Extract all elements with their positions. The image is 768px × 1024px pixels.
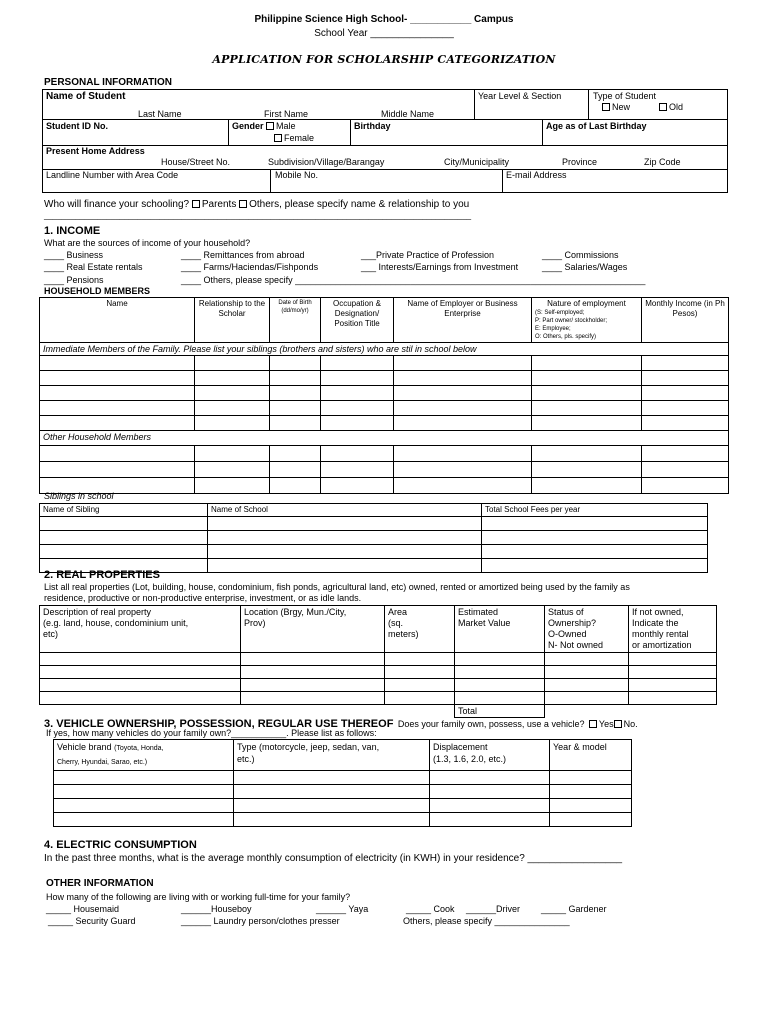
checkbox-icon[interactable] bbox=[614, 720, 622, 728]
email-label: E-mail Address bbox=[506, 170, 567, 180]
vehicle-no-option[interactable] bbox=[614, 719, 638, 729]
gender-female-option[interactable] bbox=[274, 133, 314, 143]
col-income-header: Monthly Income (in Ph Pesos) bbox=[642, 298, 729, 343]
dob-format: (dd/mo/yr) bbox=[281, 308, 309, 314]
houseboy-field[interactable]: ______Houseboy bbox=[181, 904, 252, 914]
header-line: Description of real property bbox=[43, 607, 152, 617]
income-business: ____ Business bbox=[44, 250, 104, 260]
header-line: Indicate the bbox=[632, 618, 679, 628]
table-row[interactable] bbox=[40, 531, 708, 545]
school-year: School Year _______________ bbox=[314, 28, 454, 39]
income-commissions: ____ Commissions bbox=[542, 250, 619, 260]
zip-label: Zip Code bbox=[644, 157, 681, 167]
nature-label: Nature of employment bbox=[547, 299, 626, 308]
female-label: Female bbox=[284, 133, 315, 143]
other-info-heading: OTHER INFORMATION bbox=[46, 878, 154, 889]
income-farms: ____ Farms/Haciendas/Fishponds bbox=[181, 262, 319, 272]
type-new-label: New bbox=[612, 102, 631, 112]
income-heading: 1. INCOME bbox=[44, 225, 101, 237]
header-line: (e.g. land, house, condominium unit, bbox=[43, 618, 189, 628]
vehicle-heading: 3. VEHICLE OWNERSHIP, POSSESSION, REGULAR USE THEREOF bbox=[44, 718, 394, 730]
header-line: Type (motorcycle, jeep, sedan, van, bbox=[237, 742, 380, 752]
table-row[interactable] bbox=[40, 386, 729, 401]
nature-code: P: Part owner/ stockholder; bbox=[535, 318, 608, 324]
male-label: Male bbox=[276, 121, 296, 131]
income-real-estate: ____ Real Estate rentals bbox=[44, 262, 143, 272]
table-row[interactable] bbox=[40, 371, 729, 386]
col-relationship-header: Relationship to the Scholar bbox=[195, 298, 270, 343]
landline-label: Landline Number with Area Code bbox=[46, 170, 179, 180]
header-line: Estimated bbox=[458, 607, 499, 617]
real-properties-heading: 2. REAL PROPERTIES bbox=[44, 569, 160, 581]
header-line: etc.) bbox=[237, 754, 255, 764]
table-row[interactable] bbox=[54, 813, 632, 827]
income-remittances: ____ Remittances from abroad bbox=[181, 250, 305, 260]
real-properties-table bbox=[39, 605, 717, 718]
household-table bbox=[39, 297, 729, 494]
income-salaries: ____ Salaries/Wages bbox=[542, 262, 628, 272]
yes-label: Yes bbox=[598, 719, 614, 729]
last-name-label: Last Name bbox=[138, 109, 182, 119]
table-row[interactable] bbox=[40, 416, 729, 431]
income-others: ____ Others, please specify ______________________________________________________________________ bbox=[181, 275, 646, 285]
col-brand-header bbox=[54, 740, 234, 771]
nature-code: O: Others, pls. specify) bbox=[535, 334, 597, 340]
header-line: or amortization bbox=[632, 640, 692, 650]
real-desc-line2: residence, productive or non-productive enterprise, investment, or as idle lands. bbox=[44, 593, 362, 603]
first-name-label: First Name bbox=[264, 109, 309, 119]
electric-question: In the past three months, what is the average monthly consumption of electricity (in KWH) in your residence? _________________ bbox=[44, 853, 623, 864]
table-row[interactable] bbox=[54, 799, 632, 813]
income-pensions: ____ Pensions bbox=[44, 275, 104, 285]
nature-code: E: Employee; bbox=[535, 326, 571, 332]
col-displacement-header bbox=[430, 740, 550, 771]
housemaid-field[interactable]: _____ Housemaid bbox=[46, 904, 120, 914]
type-of-student-label: Type of Student bbox=[593, 91, 657, 101]
col-occupation-header: Occupation & Designation/ Position Title bbox=[321, 298, 394, 343]
type-new-option[interactable] bbox=[602, 102, 630, 112]
col-description-header bbox=[40, 606, 241, 653]
cook-field[interactable]: _____ Cook bbox=[406, 904, 455, 914]
checkbox-icon[interactable] bbox=[192, 200, 200, 208]
header-line: Location (Brgy, Mun./City, bbox=[244, 607, 347, 617]
vehicle-question: Does your family own, possess, use a vehicle? bbox=[397, 719, 585, 729]
others-specify-field[interactable]: Others, please specify _______________ bbox=[403, 916, 570, 926]
form-title: APPLICATION FOR SCHOLARSHIP CATEGORIZATION bbox=[212, 53, 556, 66]
security-guard-field[interactable]: _____ Security Guard bbox=[48, 916, 136, 926]
nature-code: (S: Self-employed; bbox=[535, 310, 585, 316]
finance-line: ________________________________________________________________________________________________ bbox=[44, 211, 472, 220]
checkbox-icon[interactable] bbox=[239, 200, 247, 208]
present-address-label: Present Home Address bbox=[46, 146, 145, 156]
immediate-label: Immediate Members of the Family. bbox=[43, 344, 181, 354]
table-row[interactable] bbox=[40, 356, 729, 371]
type-old-label: Old bbox=[669, 102, 684, 112]
mobile-label: Mobile No. bbox=[275, 170, 319, 180]
household-heading: HOUSEHOLD MEMBERS bbox=[44, 286, 151, 296]
other-household-row: Other Household Members bbox=[40, 431, 729, 446]
col-nature-header bbox=[532, 298, 642, 343]
header-line: meters) bbox=[388, 629, 419, 639]
immediate-note: Please list your siblings (brothers and sisters) who are stil in school below bbox=[183, 344, 477, 354]
finance-question bbox=[44, 199, 469, 210]
school-line: Philippine Science High School- ___________ Campus bbox=[254, 14, 514, 25]
col-type-header bbox=[234, 740, 430, 771]
checkbox-icon[interactable] bbox=[274, 134, 282, 142]
income-private-practice: ___Private Practice of Profession bbox=[361, 250, 495, 260]
header-line: N- Not owned bbox=[548, 640, 604, 650]
yaya-field[interactable]: ______ Yaya bbox=[316, 904, 369, 914]
header-line: Market Value bbox=[458, 618, 511, 628]
gender-label: Gender bbox=[232, 121, 264, 131]
name-of-student-label: Name of Student bbox=[46, 91, 126, 102]
birthday-label: Birthday bbox=[354, 121, 391, 131]
col-location-header bbox=[241, 606, 385, 653]
province-label: Province bbox=[562, 157, 598, 167]
table-row[interactable] bbox=[40, 545, 708, 559]
col-status-header bbox=[545, 606, 629, 653]
finance-question-text: Who will finance your schooling? bbox=[44, 199, 190, 210]
col-name-header: Name bbox=[40, 298, 195, 343]
brand-example: (Toyota, Honda, bbox=[114, 745, 164, 752]
nature-codes bbox=[535, 309, 638, 341]
header-line: Ownership? bbox=[548, 618, 597, 628]
header-line: Status of bbox=[548, 607, 584, 617]
others-option[interactable]: Others, please specify name & relationship to you bbox=[249, 199, 470, 210]
col-year-header: Year & model bbox=[550, 740, 632, 771]
sibling-name-header: Name of Sibling bbox=[40, 504, 208, 517]
city-label: City/Municipality bbox=[444, 157, 510, 167]
table-row[interactable] bbox=[54, 785, 632, 799]
checkbox-icon[interactable] bbox=[266, 122, 274, 130]
middle-name-label: Middle Name bbox=[381, 109, 435, 119]
checkbox-icon[interactable] bbox=[589, 720, 597, 728]
table-row[interactable] bbox=[40, 478, 729, 494]
laundry-field[interactable]: ______ Laundry person/clothes presser bbox=[181, 916, 340, 926]
year-level-label: Year Level & Section bbox=[478, 91, 562, 101]
checkbox-icon[interactable] bbox=[659, 103, 667, 111]
parents-option[interactable]: Parents bbox=[201, 199, 237, 210]
subdivision-label: Subdivision/Village/Barangay bbox=[268, 157, 385, 167]
vehicle-howmany: If yes, how many vehicles do your family own?___________. Please list as follows: bbox=[46, 728, 377, 738]
gardener-field[interactable]: _____ Gardener bbox=[541, 904, 607, 914]
gender-male-option[interactable] bbox=[232, 121, 296, 131]
col-rental-header bbox=[629, 606, 717, 653]
table-row[interactable] bbox=[40, 666, 717, 679]
header-line: O-Owned bbox=[548, 629, 587, 639]
house-street-label: House/Street No. bbox=[161, 157, 231, 167]
type-old-option[interactable] bbox=[659, 102, 683, 112]
header-line: Prov) bbox=[244, 618, 266, 628]
income-interests: ___ Interests/Earnings from Investment bbox=[361, 262, 519, 272]
student-id-label: Student ID No. bbox=[46, 121, 108, 131]
header-line: Area bbox=[388, 607, 408, 617]
table-row[interactable] bbox=[40, 462, 729, 478]
siblings-table bbox=[39, 503, 708, 573]
header-line: (1.3, 1.6, 2.0, etc.) bbox=[433, 754, 507, 764]
siblings-label: Siblings in school bbox=[44, 491, 114, 501]
table-row[interactable] bbox=[40, 517, 708, 531]
age-label: Age as of Last Birthday bbox=[546, 121, 647, 131]
electric-heading: 4. ELECTRIC CONSUMPTION bbox=[44, 839, 197, 851]
table-row[interactable] bbox=[40, 401, 729, 416]
immediate-members-row bbox=[40, 343, 729, 356]
personal-heading: PERSONAL INFORMATION bbox=[44, 77, 172, 88]
table-row[interactable] bbox=[54, 771, 632, 785]
no-label: No. bbox=[623, 719, 638, 729]
vehicle-table bbox=[53, 739, 632, 827]
other-question: How many of the following are living with or working full-time for your family? bbox=[46, 892, 351, 902]
col-area-header bbox=[385, 606, 455, 653]
header-line: Displacement bbox=[433, 742, 488, 752]
driver-field[interactable]: ______Driver bbox=[466, 904, 521, 914]
income-question: What are the sources of income of your household? bbox=[44, 238, 251, 248]
header-line: monthly rental bbox=[632, 629, 689, 639]
table-row[interactable] bbox=[40, 692, 717, 705]
col-value-header bbox=[455, 606, 545, 653]
real-desc-line1: List all real properties (Lot, building, house, condominium, fish ponds, agricultural land, etc) owned, rented or amortized being used by the family as bbox=[44, 582, 630, 592]
total-label: Total bbox=[455, 705, 545, 718]
table-row[interactable] bbox=[40, 679, 717, 692]
sibling-school-header: Name of School bbox=[208, 504, 482, 517]
header-line: (sq. bbox=[388, 618, 404, 628]
brand-example: Cherry, Hyundai, Sarao, etc.) bbox=[57, 759, 148, 766]
brand-label: Vehicle brand bbox=[57, 742, 112, 752]
table-row[interactable] bbox=[40, 446, 729, 462]
col-employer-header: Name of Employer or Business Enterprise bbox=[394, 298, 532, 343]
vehicle-yes-option[interactable] bbox=[589, 719, 614, 729]
checkbox-icon[interactable] bbox=[602, 103, 610, 111]
sibling-fees-header: Total School Fees per year bbox=[482, 504, 708, 517]
header-line: If not owned, bbox=[632, 607, 684, 617]
dob-label: Date of Birth bbox=[278, 300, 312, 306]
table-row[interactable] bbox=[40, 653, 717, 666]
header-line: etc) bbox=[43, 629, 59, 639]
col-dob-header bbox=[270, 298, 321, 343]
